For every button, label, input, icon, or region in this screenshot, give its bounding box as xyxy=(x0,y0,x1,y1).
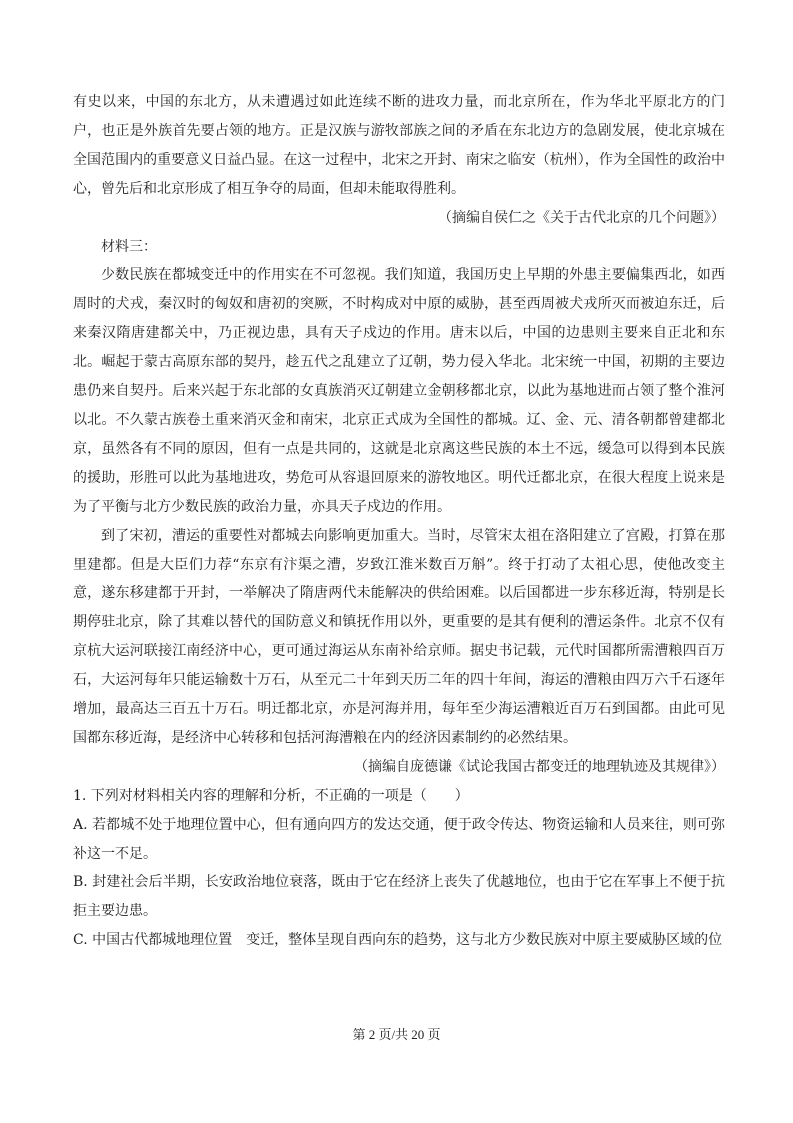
material-3-heading: 材料三： xyxy=(101,238,157,255)
page-content xyxy=(73,88,725,955)
question-stem: 1. 下列对材料相关内容的理解和分析，不正确的一项是（ ） xyxy=(73,787,469,804)
source-citation-1: （摘编自侯仁之《关于古代北京的几个问题》） xyxy=(438,209,725,226)
question-option-b: B. 封建社会后半期，长安政治地位衰落，既由于它在经济上丧失了优越地位，也由于它在军事上不便于抗拒主要边患。 xyxy=(73,874,725,920)
paragraph-material-3-first: 少数民族在都城变迁中的作用实在不可忽视。我们知道，我国历史上早期的外患主要偏集西北，如西周时的犬戎，秦汉时的匈奴和唐初的突厥，不时构成对中原的威胁，甚至西周被犬戎所灭而被迫东迁，后来秦汉隋唐建都关中，乃正视边患，具有天子戍边的作用。唐末以后，中国的边患则主要来自正北和东北。崛起于蒙古高原东部的契丹，趁五代之乱建立了辽朝，势力侵入华北。北宋统一中国，初期的主要边患仍来自契丹。后来兴起于东北部的女真族消灭辽朝建立金朝移都北京，以此为基地进而占领了整个淮河以北。不久蒙古族卷土重来消灭金和南宋，北京正式成为全国性的都城。辽、金、元、清各朝都曾建都北京，虽然各有不同的原因，但有一点是共同的，这就是北京离这些民族的本土不远，缓急可以得到本民族的援助，形胜可以此为基地进攻，势危可从容退回原来的游牧地区。明代迁都北京，在很大程度上说来是为了平衡与北方少数民族的政治力量，亦具天子戍边的作用。 xyxy=(73,267,725,515)
page-number-footer: 第 2 页/共 20 页 xyxy=(352,1027,441,1042)
source-citation-2: （摘编自庞德谦《试论我国古都变迁的地理轨迹及其规律》） xyxy=(354,758,725,775)
paragraph-material-2-end: 有史以来，中国的东北方，从未遭遇过如此连续不断的进攻力量，而北京所在，作为华北平原北方的门户，也正是外族首先要占领的地方。正是汉族与游牧部族之间的矛盾在东北边方的急剧发展，使北京城在全国范围内的重要意义日益凸显。在这一过程中，北宋之开封、南宋之临安（杭州），作为全国性的政治中心，曾先后和北京形成了相互争夺的局面，但却未能取得胜利。 xyxy=(73,94,725,197)
question-option-a: A. 若都城不处于地理位置中心，但有通向四方的发达交通，便于政令传达、物资运输和人员来往，则可弥补这一不足。 xyxy=(73,816,725,862)
question-option-c: C. 中国古代都城地理位置 变迁，整体呈现自西向东的趋势，这与北方少数民族对中原主要威胁区域的位 xyxy=(73,932,723,949)
paragraph-material-3-second: 到了宋初，漕运的重要性对都城去向影响更加重大。当时，尽管宋太祖在洛阳建立了宫殿，打算在那里建都。但是大臣们力荐“东京有汴渠之漕，岁致江淮米数百万斛”。终于打动了太祖心思，使他改变主意，遂东移建都于开封，一举解决了隋唐两代未能解决的供给困难。以后国都进一步东移近海，特别是长期停驻北京，除了其难以替代的国防意义和镇抚作用以外，更重要的是其有便利的漕运条件。北京不仅有京杭大运河联接江南经济中心，更可通过海运从东南补给京师。据史书记载，元代时国都所需漕粮四百万石，大运河每年只能运输数十万石，从至元二十年到天历二年的四十年间，海运的漕粮由四万六千石逐年增加，最高达三百五十万石。明迁都北京，亦是河海并用，每年至少海运漕粮近百万石到国都。由此可见国都东移近海，是经济中心转移和包括河海漕粮在内的经济因素制约的必然结果。 xyxy=(73,527,725,746)
